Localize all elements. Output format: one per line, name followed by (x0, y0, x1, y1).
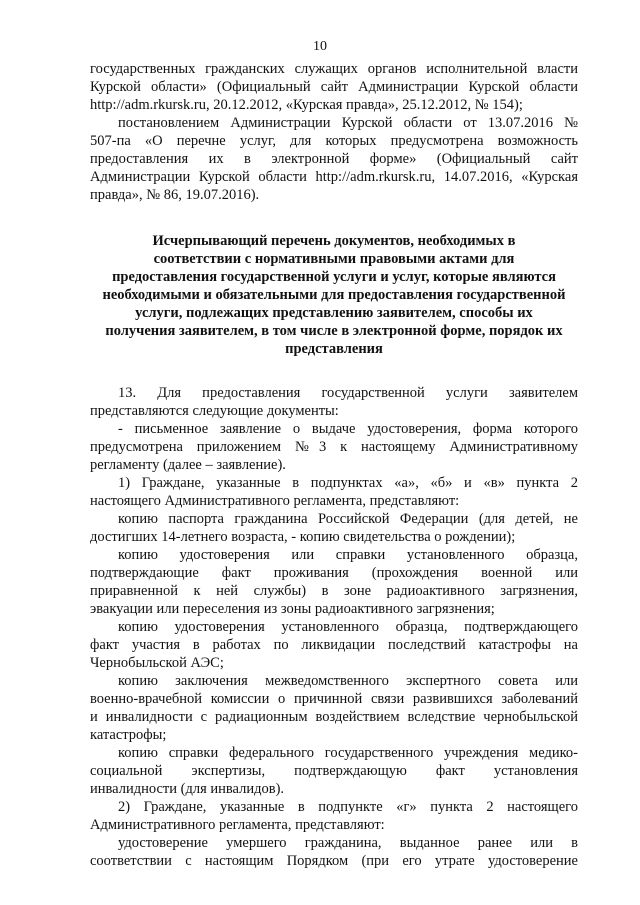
text-line: копию удостоверения установленного образца, подтверждающего (118, 619, 578, 635)
text-line: Администрации Курской области http://adm.rkursk.ru, 14.07.2016, «Курская (90, 169, 578, 185)
text-line: постановлением Администрации Курской области от 13.07.2016 № (118, 115, 578, 131)
heading-line: Исчерпывающий перечень документов, необходимых в (152, 233, 516, 249)
text-line: правда», № 86, 19.07.2016). (90, 187, 260, 203)
text-line: катастрофы; (90, 727, 167, 743)
heading-line: получения заявителем, в том числе в электронной форме, порядок их (105, 323, 563, 339)
page-number: 10 (313, 39, 327, 54)
text-line: копию справки федерального государственного учреждения медико- (118, 745, 578, 761)
text-line: - письменное заявление о выдаче удостоверения, форма которого (118, 421, 578, 437)
heading-line: услуги, подлежащих представлению заявителем, способы их (135, 305, 533, 321)
text-line: инвалидности (для инвалидов). (90, 781, 285, 797)
text-line: и инвалидности с радиационным воздействием вследствие чернобыльской (90, 709, 578, 725)
text-line: 13. Для предоставления государственной услуги заявителем (118, 385, 578, 401)
text-line: факт участия в работах по ликвидации последствий катастрофы на (90, 637, 578, 653)
text-line: приравненной к ней службы) в зоне радиоактивного загрязнения, (90, 583, 578, 599)
text-line: http://adm.rkursk.ru, 20.12.2012, «Курская правда», 25.12.2012, № 154); (90, 97, 523, 113)
section-heading (90, 232, 578, 358)
text-line: военно-врачебной комиссии о причинной связи развившихся заболеваний (90, 691, 578, 707)
text-line: эвакуации или переселения из зоны радиоактивного загрязнения; (90, 601, 495, 617)
text-line: копию заключения межведомственного экспертного совета или (118, 673, 578, 689)
heading-line: необходимыми и обязательными для предоставления государственной (102, 287, 566, 303)
heading-line: соответствии с нормативными правовыми актами для (153, 251, 515, 267)
text-line: представляются следующие документы: (90, 403, 339, 419)
text-line: 507-па «О перечне услуг, для которых предусмотрена возможность (90, 133, 578, 149)
text-line: предусмотрена приложением №3 к настоящему Административному (90, 439, 578, 455)
text-line: 1) Граждане, указанные в подпунктах «а», «б» и «в» пункта 2 (118, 475, 578, 491)
text-line: социальной экспертизы, подтверждающую факт установления (90, 763, 578, 779)
text-line: Курской области» (Официальный сайт Администрации Курской области (90, 79, 578, 95)
text-line: Административного регламента, представляют: (90, 817, 385, 833)
text-line: настоящего Административного регламента, представляют: (90, 493, 460, 509)
text-line: копию удостоверения или справки установленного образца, (118, 547, 578, 563)
text-line: 2) Граждане, указанные в подпункте «г» пункта 2 настоящего (118, 799, 578, 815)
heading-line: предоставления государственной услуги и услуг, которые являются (112, 269, 556, 285)
text-line: копию паспорта гражданина Российской Федерации (для детей, не (118, 511, 578, 527)
text-line: подтверждающие факт проживания (прохождения военной или (90, 565, 578, 581)
text-line: достигших 14-летнего возраста, - копию свидетельства о рождении); (90, 529, 516, 545)
text-line: регламенту (далее – заявление). (90, 457, 286, 473)
text-line: предоставления их в электронной форме» (Официальный сайт (90, 151, 578, 167)
text-line: удостоверение умершего гражданина, выданное ранее или в (118, 835, 578, 851)
text-line: Чернобыльской АЭС; (90, 655, 224, 671)
paragraph-top (90, 60, 578, 204)
heading-line: представления (285, 341, 383, 357)
document-body (90, 60, 578, 870)
text-line: государственных гражданских служащих органов исполнительной власти (90, 61, 578, 77)
text-line: соответствии с настоящим Порядком (при его утрате удостоверение (90, 853, 578, 869)
paragraph-body (90, 384, 578, 870)
